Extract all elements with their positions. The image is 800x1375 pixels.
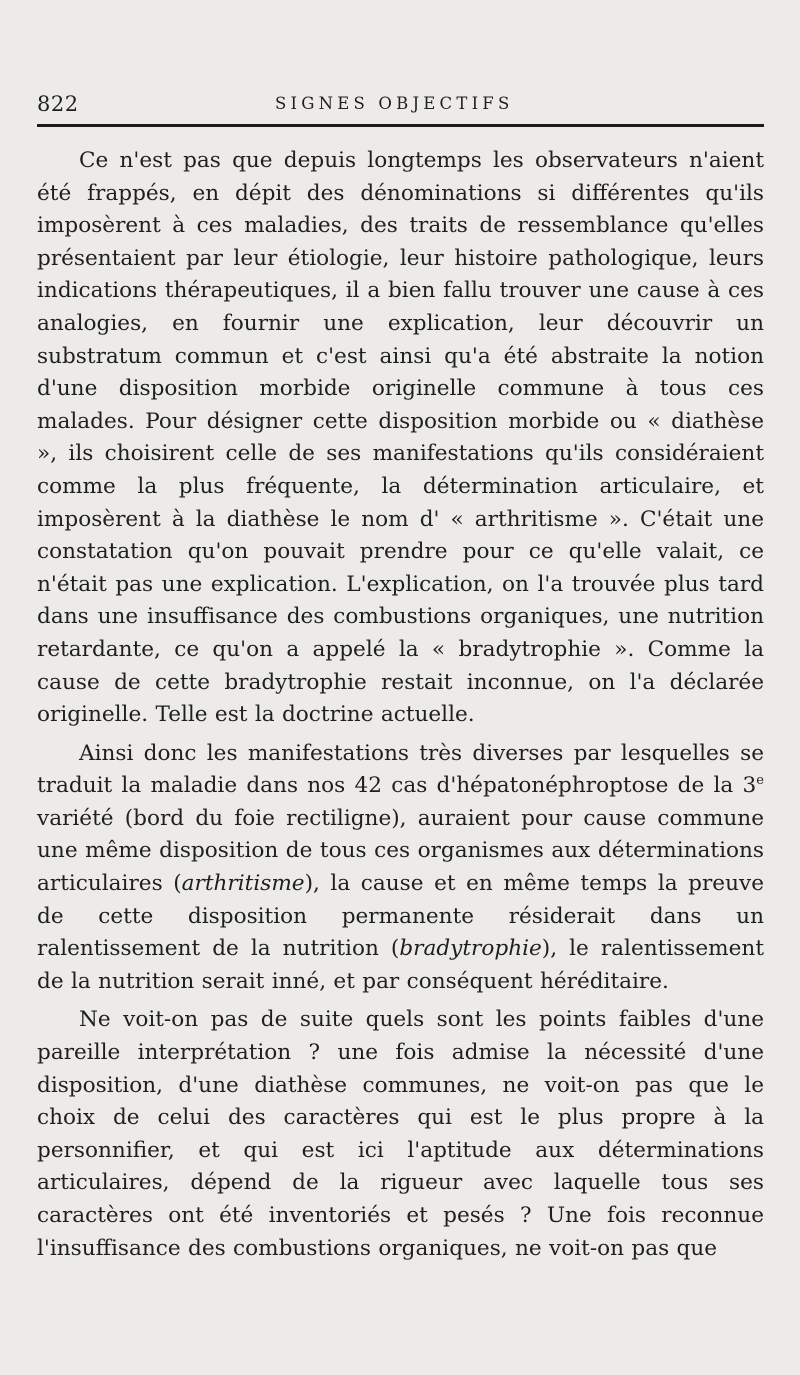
paragraph-2-text: variété (bord du foie rectiligne), auraient pour cause commune une même disposition de tous ces organismes aux déterminations articulaires ( (37, 805, 764, 897)
ordinal-superscript: e (756, 773, 764, 789)
running-head (37, 86, 764, 124)
paragraph-2-text: ), le ralentissement de la nutrition serait inné, et par conséquent héréditaire. (37, 936, 764, 994)
page-number: 822 (37, 92, 79, 116)
paragraph-2 (37, 738, 764, 999)
italic-term-arthritisme: arthritisme (181, 871, 305, 897)
paragraph-1: Ce n'est pas que depuis longtemps les observateurs n'aient été frappés, en dépit des dénominations si différentes qu'ils imposèrent à ces maladies, des traits de ressemblance qu'elles présentaient par leur étiologie, leur histoire pathologique, leurs indications thérapeutiques, il a bien fallu trouver une cause à ces analogies, en fournir une explication, leur découvrir un substratum commun et c'est ainsi qu'a été abstraite la notion d'une disposition morbide originelle commune à tous ces malades. Pour désigner cette disposition morbide ou « diathèse », ils choisirent celle de ses manifestations qu'ils considéraient comme la plus fréquente, la détermination articulaire, et imposèrent à la diathèse le nom d' « arthritisme ». C'était une constatation qu'on pouvait prendre pour ce qu'elle valait, ce n'était pas une explication. L'explication, on l'a trouvée plus tard dans une insuffisance des combustions organiques, une nutrition retardante, ce qu'on a appelé la « bradytrophie ». Comme la cause de cette bradytrophie restait inconnue, on l'a déclarée originelle. Telle est la doctrine actuelle. (37, 148, 764, 728)
running-title: SIGNES OBJECTIFS (275, 94, 514, 113)
paragraph-2-text: ), la cause et en même temps la preuve de cette disposition permanente résiderait dans un ralentissement de la nutrition ( (37, 871, 764, 962)
italic-term-bradytrophie: bradytrophie (399, 936, 542, 962)
header-rule (37, 124, 764, 127)
paragraph-2-text: Ainsi donc les manifestations très diverses par lesquelles se traduit la maladie dans nos 42 cas d'hépatonéphroptose de la 3 (37, 740, 764, 799)
body-text (37, 145, 764, 1265)
paragraph-3: Ne voit-on pas de suite quels sont les points faibles d'une pareille interprétation ? une fois admise la nécessité d'une disposition, d'une diathèse communes, ne voit-on pas que le choix de celui des caractères qui est le plus propre à la personnifier, et qui est ici l'aptitude aux déterminations articulaires, dépend de la rigueur avec laquelle tous ses caractères ont été inventoriés et pesés ? Une fois reconnue l'insuffisance des combustions organiques, ne voit-on pas que (37, 1007, 764, 1261)
